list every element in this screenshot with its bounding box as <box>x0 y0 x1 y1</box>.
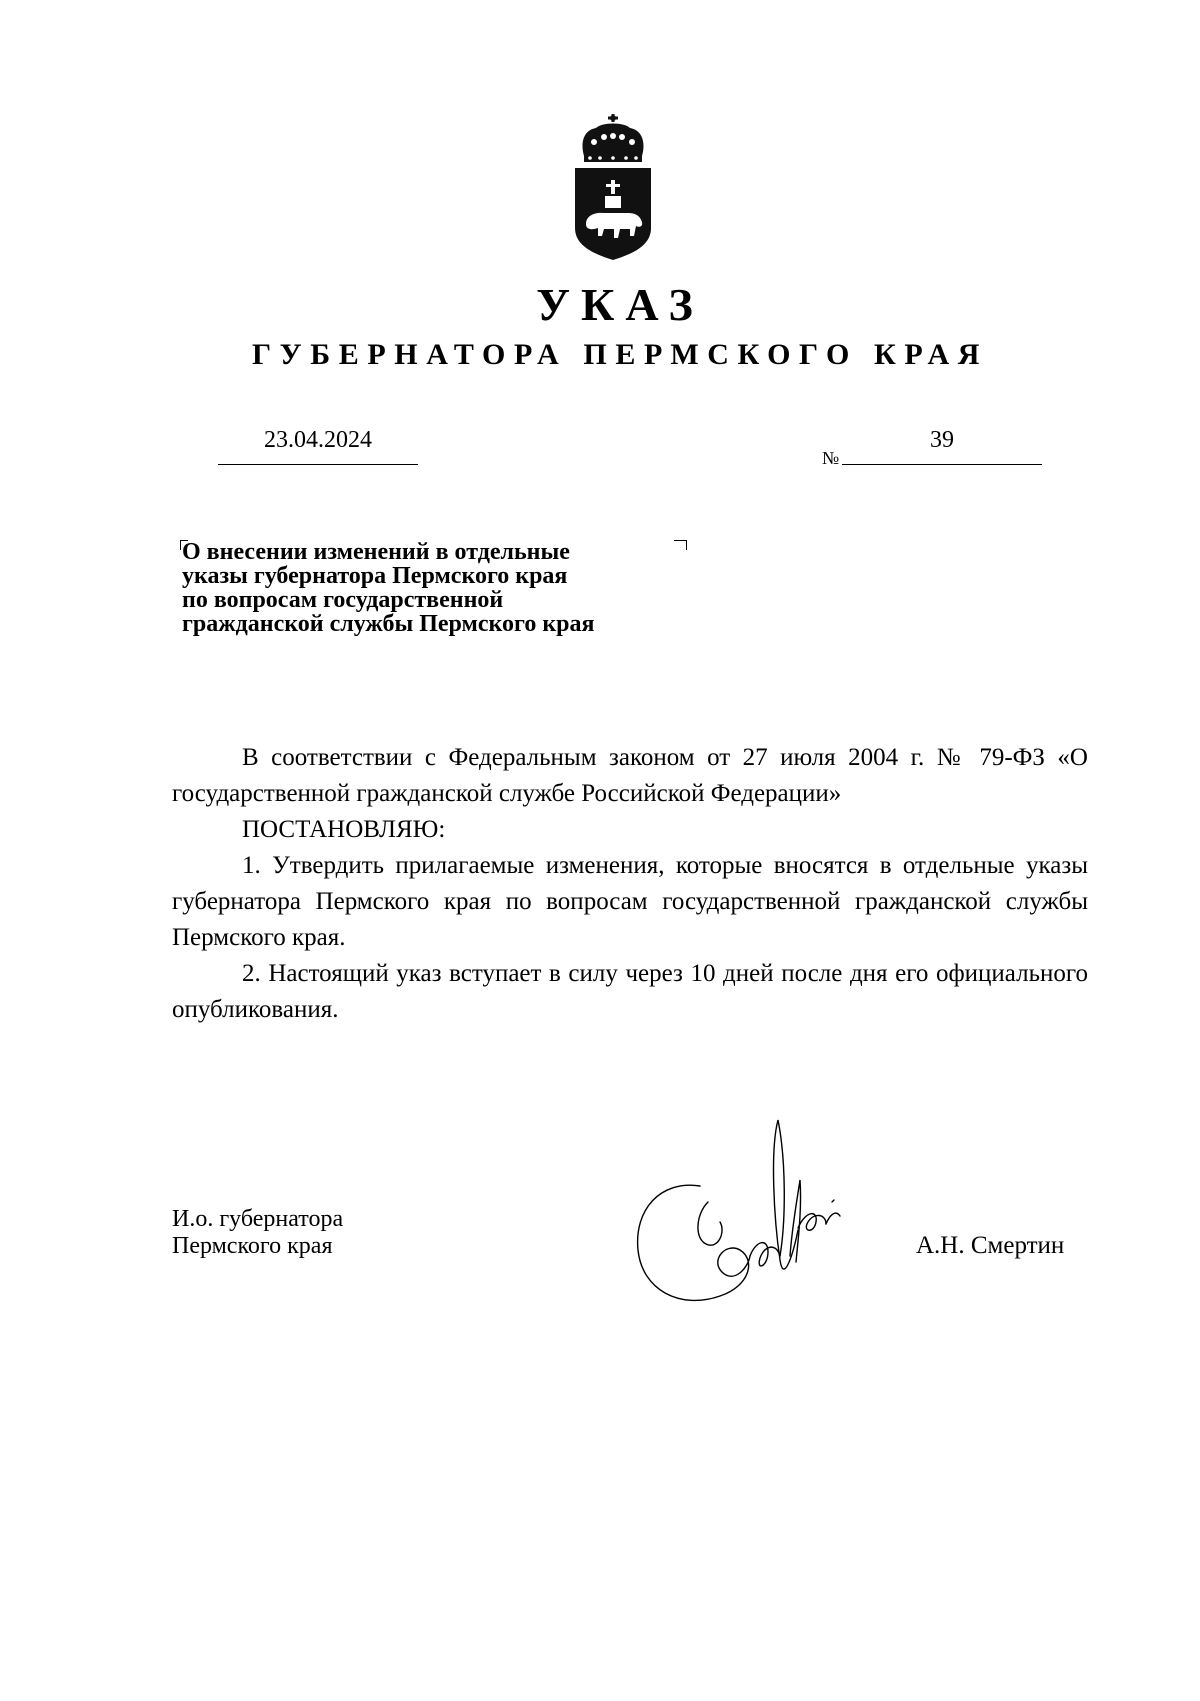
date-underline <box>218 464 418 465</box>
document-subtitle: ГУБЕРНАТОРА ПЕРМСКОГО КРАЯ <box>251 338 988 371</box>
heading-line: гражданской службы Пермского края <box>182 611 595 637</box>
heading-line: О внесении изменений в отдельные <box>182 539 570 565</box>
item-2-paragraph: 2. Настоящий указ вступает в силу через 10 дней после дня его официального опубликования. <box>172 960 1088 1023</box>
decree-heading <box>182 540 702 636</box>
heading-line: указы губернатора Пермского края <box>182 563 568 589</box>
preamble-paragraph: В соответствии с Федеральным законом от 27 июля 2004 г. № 79-ФЗ «О государственной гражданской службе Российской Федерации» <box>172 744 1088 807</box>
document-title: УКАЗ <box>536 279 704 330</box>
handwritten-signature <box>630 1110 850 1316</box>
number-sign: № <box>822 448 840 468</box>
decree-number: 39 <box>930 427 954 453</box>
decree-body <box>172 740 1088 1028</box>
number-underline <box>842 464 1042 465</box>
signer-position-line: И.о. губернатора <box>172 1206 344 1232</box>
resolve-word: ПОСТАНОВЛЯЮ: <box>242 816 446 843</box>
heading-line: по вопросам государственной <box>182 587 504 613</box>
signer-name: А.Н. Смертин <box>916 1232 1065 1259</box>
decree-date: 23.04.2024 <box>264 427 372 453</box>
signer-position <box>172 1206 343 1260</box>
coat-of-arms-icon <box>570 112 656 262</box>
signer-position-line: Пермского края <box>172 1233 333 1259</box>
item-1-paragraph: 1. Утвердить прилагаемые изменения, которые вносятся в отдельные указы губернатора Пермского края по вопросам государственной гражданской службы Пермского края. <box>172 852 1088 951</box>
